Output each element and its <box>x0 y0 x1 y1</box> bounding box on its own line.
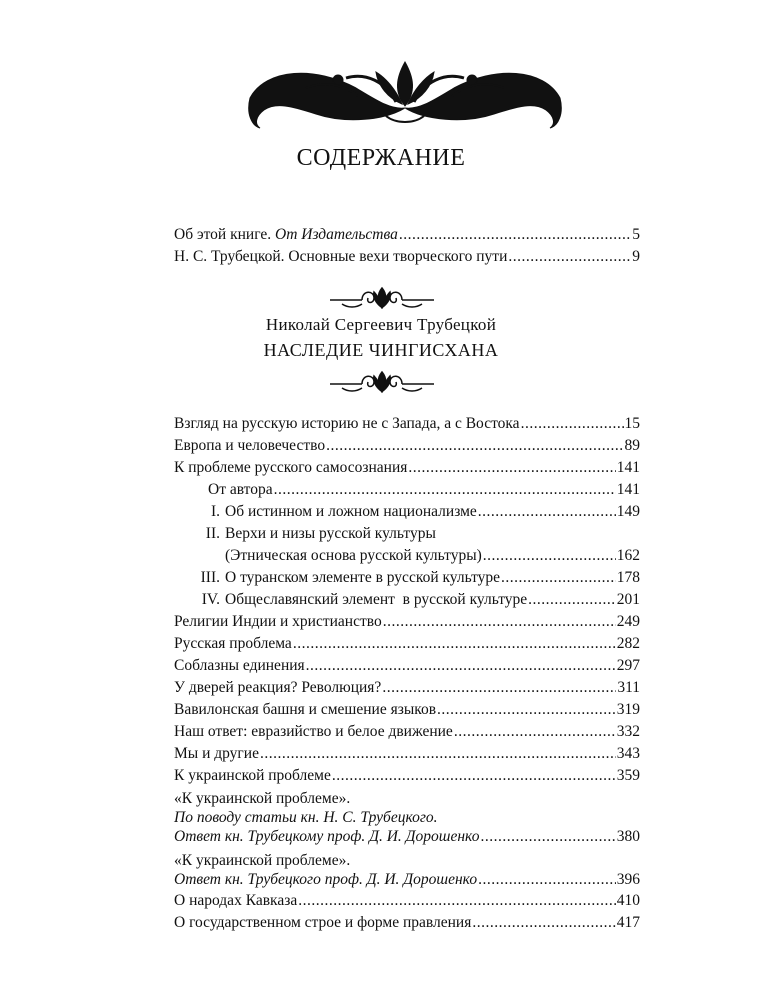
toc-entry-label: Вавилонская башня и смешение языков <box>174 701 437 718</box>
toc-subentry[interactable] <box>174 545 640 567</box>
dot-leader <box>383 611 616 633</box>
toc-entry[interactable] <box>174 655 640 677</box>
toc-entry-label: Европа и человечество <box>174 437 326 454</box>
toc-subentry[interactable] <box>174 501 640 523</box>
toc-entry-about[interactable] <box>174 224 640 246</box>
toc-entry-label: Верхи и низы русской культуры <box>225 525 436 542</box>
toc-entry-page: 297 <box>616 657 640 674</box>
toc-entry-label: Н. С. Трубецкой. Основные вехи творческого пути <box>174 248 508 265</box>
toc-entry-label: (Этническая основа русской культуры) <box>225 547 482 564</box>
page-title: СОДЕРЖАНИЕ <box>296 145 466 171</box>
dot-leader <box>274 479 616 501</box>
author-name: Николай Сергеевич Трубецкой <box>265 315 497 334</box>
toc-entry-label: От автора <box>208 481 273 498</box>
dot-leader <box>472 912 615 934</box>
toc-entry[interactable] <box>174 677 640 699</box>
toc-subentry[interactable] <box>174 523 640 545</box>
toc-entry-page: 162 <box>616 547 640 564</box>
dot-leader <box>501 567 616 589</box>
toc-entry-label: Взгляд на русскую историю не с Запада, а с Востока <box>174 415 520 432</box>
dot-leader <box>298 890 616 912</box>
toc-entry-label: У дверей реакция? Революция? <box>174 679 382 696</box>
dot-leader <box>478 870 616 890</box>
dot-leader <box>437 699 616 721</box>
toc-entry-page: 282 <box>616 635 640 652</box>
book-title: НАСЛЕДИЕ ЧИНГИСХАНА <box>263 340 499 360</box>
dot-leader <box>306 655 616 677</box>
toc-subentry[interactable] <box>174 479 640 501</box>
front-matter-list <box>174 224 640 268</box>
toc-entry-page: 178 <box>616 569 640 586</box>
toc-entry[interactable] <box>174 912 640 934</box>
dot-leader <box>521 413 624 435</box>
toc-entry[interactable] <box>174 633 640 655</box>
toc-entry[interactable] <box>174 611 640 633</box>
chapter-number: III. <box>200 569 220 586</box>
dot-leader <box>528 589 616 611</box>
toc-entry-page: 5 <box>632 226 640 243</box>
toc-entry-label: Соблазны единения <box>174 657 305 674</box>
toc-entry[interactable] <box>174 457 640 479</box>
toc-subentry[interactable] <box>174 589 640 611</box>
toc-entry-page: 141 <box>616 481 640 498</box>
toc-entry-label: Мы и другие <box>174 745 259 762</box>
toc-entry-group[interactable] <box>174 851 640 890</box>
toc-entry-label: Ответ кн. Трубецкого проф. Д. И. Дорошенко <box>174 871 478 888</box>
toc-entry-page: 249 <box>616 613 640 630</box>
toc-subentry[interactable] <box>174 567 640 589</box>
divider-ornament-icon <box>328 368 436 396</box>
toc-entry-biography[interactable] <box>174 246 640 268</box>
toc-entry-label: «К украинской проблеме». <box>174 852 351 869</box>
toc-entry[interactable] <box>174 699 640 721</box>
dot-leader <box>483 545 616 567</box>
toc-entry-page: 9 <box>632 248 640 265</box>
dot-leader <box>399 224 631 246</box>
toc-entry-page: 149 <box>616 503 640 520</box>
toc-entry-label: О государственном строе и форме правления <box>174 914 472 931</box>
toc-entry-label: К проблеме русского самосознания <box>174 459 408 476</box>
toc-entry-group[interactable] <box>174 789 640 847</box>
toc-entry-page: 319 <box>616 701 640 718</box>
toc-entry-label-italic: От Издательства <box>275 226 398 243</box>
toc-entry[interactable] <box>174 743 640 765</box>
dot-leader <box>480 827 615 847</box>
toc-entry[interactable] <box>174 890 640 912</box>
top-ornament-icon <box>246 58 564 134</box>
toc-entry-page: 311 <box>617 679 640 696</box>
toc-entry[interactable] <box>174 435 640 457</box>
dot-leader <box>326 435 623 457</box>
divider-ornament-icon <box>328 284 436 312</box>
toc-entry-label: О туранском элементе в русской культуре <box>225 569 501 586</box>
dot-leader <box>293 633 616 655</box>
dot-leader <box>260 743 616 765</box>
toc-entry-label: О народах Кавказа <box>174 892 298 909</box>
toc-entry-page: 332 <box>616 723 640 740</box>
toc-entry[interactable] <box>174 765 640 787</box>
toc-list <box>174 413 640 934</box>
toc-entry-label: Об истинном и ложном национализме <box>225 503 477 520</box>
dot-leader <box>454 721 616 743</box>
toc-entry-label: «К украинской проблеме». <box>174 790 351 807</box>
dot-leader <box>332 765 616 787</box>
chapter-number: II. <box>205 525 220 542</box>
toc-entry-label: Об этой книге. <box>174 226 275 243</box>
toc-entry-label: Наш ответ: евразийство и белое движение <box>174 723 453 740</box>
chapter-number: IV. <box>201 591 220 608</box>
toc-entry-page: 89 <box>624 437 640 454</box>
dot-leader <box>382 677 616 699</box>
toc-entry-page: 396 <box>616 871 640 888</box>
chapter-number: I. <box>210 503 220 520</box>
toc-entry-page: 380 <box>616 828 640 845</box>
toc-entry-page: 417 <box>616 914 640 931</box>
dot-leader <box>408 457 615 479</box>
toc-entry-page: 343 <box>616 745 640 762</box>
toc-entry[interactable] <box>174 413 640 435</box>
toc-entry-page: 15 <box>624 415 640 432</box>
toc-entry-label: Русская проблема <box>174 635 292 652</box>
toc-entry-page: 141 <box>616 459 640 476</box>
dot-leader <box>508 246 631 268</box>
toc-entry[interactable] <box>174 721 640 743</box>
toc-entry-label: Общеславянский элемент в русской культуре <box>225 591 528 608</box>
toc-entry-page: 410 <box>616 892 640 909</box>
toc-entry-label: Ответ кн. Трубецкому проф. Д. И. Дорошенко <box>174 828 480 845</box>
toc-entry-label: Религии Индии и христианство <box>174 613 382 630</box>
toc-entry-label: По поводу статьи кн. Н. С. Трубецкого. <box>174 809 438 826</box>
dot-leader <box>478 501 616 523</box>
toc-entry-page: 201 <box>616 591 640 608</box>
toc-entry-label: К украинской проблеме <box>174 767 331 784</box>
toc-entry-page: 359 <box>616 767 640 784</box>
